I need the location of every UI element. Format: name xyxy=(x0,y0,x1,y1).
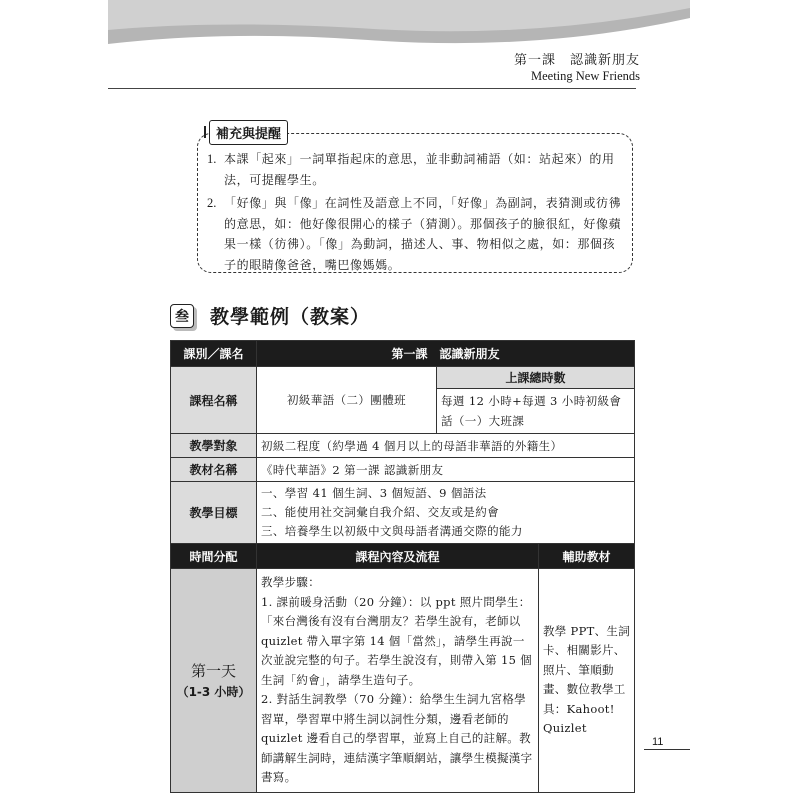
page-number-rule xyxy=(644,749,690,750)
material-value: 《時代華語》2 第一課 認識新朋友 xyxy=(257,458,635,482)
day-title: 第一天 xyxy=(190,662,236,681)
step-item: 2. 對話生詞教學（70 分鐘）：給學生生詞九宮格學習單，學習單中將生詞以詞性分類，邊看老師的 quizlet 邊看自己的學習單，並寫上自己的註解。教師講解生詞時，連結漢字筆順網站，讓學生模擬漢字書寫。 xyxy=(261,692,533,784)
target-label: 教學對象 xyxy=(171,434,257,458)
header-band xyxy=(108,0,690,52)
note-item-number: 2. xyxy=(207,196,217,210)
header-rule xyxy=(108,88,636,89)
running-head-zh: 第一課 認識新朋友 xyxy=(513,53,640,68)
table-row xyxy=(171,341,635,367)
time-header: 時間分配 xyxy=(171,544,257,569)
note-item xyxy=(207,149,623,190)
note-list xyxy=(207,149,623,278)
goals-value xyxy=(257,482,635,544)
goals-label: 教學目標 xyxy=(171,482,257,544)
course-label: 課程名稱 xyxy=(171,367,257,434)
note-item-text: 本課「起來」一詞單指起床的意思，並非動詞補語（如：站起來）的用法，可提醒學生。 xyxy=(224,152,615,187)
table-row xyxy=(171,367,635,389)
note-item-text: 「好像」與「像」在詞性及語意上不同，「好像」為副詞，表猜測或彷彿的意思，如：他好像很開心的樣子（猜測）。那個孩子的臉很紅，好像蘋果一樣（彷彿）。「像」為動詞，描述人、事、物相似之處，如：那個孩子的眼睛像爸爸，嘴巴像媽媽。 xyxy=(224,196,622,272)
table-row xyxy=(171,482,635,544)
step-item: 1. 課前暖身活動（20 分鐘）：以 ppt 照片問學生：「來台灣後有沒有台灣朋友？若學生說有，老師以 quizlet 帶入單字第 14 個「當然」，請學生再說一次並說完整的句子。若學生說沒有，則帶入第 15 個生詞「約會」，請學生造句子。 xyxy=(261,594,532,687)
running-head xyxy=(514,53,640,85)
target-value: 初級二程度（約學過 4 個月以上的母語非華語的外籍生） xyxy=(257,434,635,458)
section-badge: 叁 xyxy=(170,304,194,328)
day-hours: （1-3 小時） xyxy=(176,685,251,700)
hours-value: 每週 12 小時+每週 3 小時初級會話（一）大班課 xyxy=(437,389,635,434)
table-row xyxy=(171,434,635,458)
day-steps xyxy=(257,569,539,793)
day-aids: 教學 PPT、生詞卡、相關影片、照片、筆順動畫、數位教學工具：Kahoot! Quizlet xyxy=(539,569,635,793)
course-name: 初級華語（二）團體班 xyxy=(257,367,437,434)
table-row xyxy=(171,458,635,482)
day-label xyxy=(171,569,257,793)
class-value: 第一課 認識新朋友 xyxy=(257,341,635,367)
note-item-number: 1. xyxy=(207,152,217,166)
section-title: 教學範例（教案） xyxy=(210,306,371,328)
note-item xyxy=(207,193,623,275)
running-head-en: Meeting New Friends xyxy=(530,69,640,84)
aids-header: 輔助教材 xyxy=(539,544,635,569)
material-label: 教材名稱 xyxy=(171,458,257,482)
content-header: 課程內容及流程 xyxy=(257,544,539,569)
goal-item: 二、能使用社交詞彙自我介紹、交友或是約會 xyxy=(261,505,499,519)
table-row xyxy=(171,569,635,793)
goal-item: 一、學習 41 個生詞、3 個短語、9 個語法 xyxy=(261,486,487,500)
class-label: 課別／課名 xyxy=(171,341,257,367)
hours-header: 上課總時數 xyxy=(437,367,635,389)
lesson-plan-table xyxy=(170,340,635,793)
goal-item: 三、培養學生以初級中文與母語者溝通交際的能力 xyxy=(261,524,523,538)
page-number: 11 xyxy=(652,736,664,748)
note-title: 補充與提醒 xyxy=(209,120,288,145)
table-row xyxy=(171,544,635,569)
steps-title: 教學步驟： xyxy=(261,575,320,589)
